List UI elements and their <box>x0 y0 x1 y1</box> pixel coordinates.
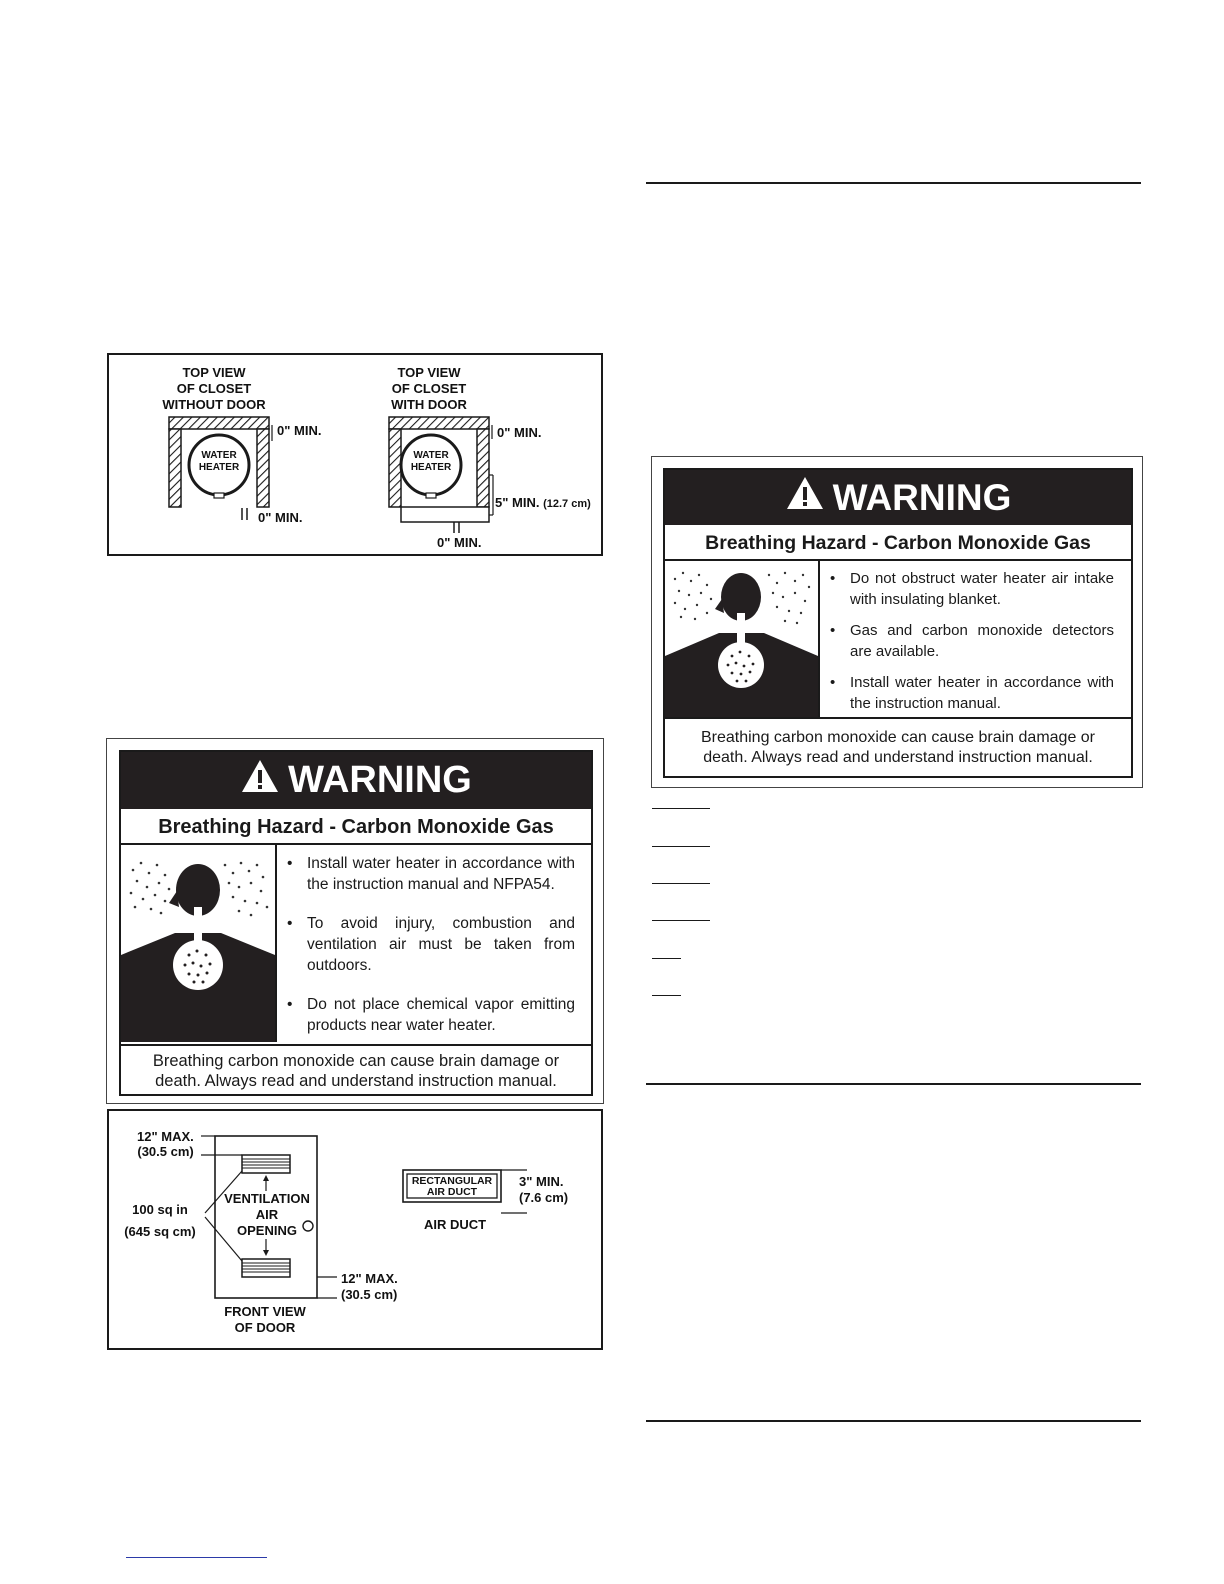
warning-right-bullet-2: • Gas and carbon monoxide detectors are available. <box>828 620 1114 662</box>
dim-top-left: 0" MIN. <box>277 423 322 438</box>
top-max-value: 12" MAX. <box>137 1129 194 1144</box>
closet-right-title: TOP VIEW OF CLOSET WITH DOOR <box>391 365 467 412</box>
dim-bottom-right: 0" MIN. <box>437 535 482 550</box>
section-rule-middle <box>646 1083 1141 1085</box>
upper-vent-louver <box>242 1155 290 1173</box>
warning-right-bullet-1: • Do not obstruct water heater air intake with insulating blanket. <box>828 568 1114 610</box>
duct-min-label <box>519 1174 568 1206</box>
warning-label-right-box <box>663 468 1133 778</box>
warning-left-header <box>121 752 591 809</box>
warning-left-pictogram <box>121 845 277 1042</box>
warning-right-pictogram <box>665 561 820 717</box>
blank-line-5 <box>652 958 681 959</box>
top-max-label <box>137 1129 194 1159</box>
warning-left-bullets <box>285 853 575 1036</box>
area-metric: (645 sq cm) <box>124 1224 196 1239</box>
section-rule-bottom <box>646 1420 1141 1422</box>
warning-triangle-icon <box>785 475 825 520</box>
warning-left-subheader: Breathing Hazard - Carbon Monoxide Gas <box>121 811 591 845</box>
warning-right-bullets <box>828 568 1114 714</box>
duct-caption: AIR DUCT <box>423 1217 487 1232</box>
warning-right-footer: Breathing carbon monoxide can cause brain damage or death. Always read and understand instruction manual. <box>665 717 1131 776</box>
warning-left-bullet-1: • Install water heater in accordance with the instruction manual and NFPA54. <box>285 853 575 895</box>
area-value: 100 sq in <box>132 1202 188 1217</box>
bottom-max-label <box>341 1271 398 1303</box>
door-caption: FRONT VIEW OF DOOR <box>224 1304 306 1335</box>
warning-left-bullet-2: • To avoid injury, combustion and ventilation air must be taken from outdoors. <box>285 913 575 976</box>
closet-clearance-figure <box>107 353 603 556</box>
dim-top-right: 0" MIN. <box>497 425 542 440</box>
warning-right-subheader: Breathing Hazard - Carbon Monoxide Gas <box>665 527 1131 561</box>
warning-left-header-text: WARNING <box>288 759 472 801</box>
warning-right-header <box>665 470 1131 525</box>
warning-label-right <box>651 456 1143 788</box>
warning-right-bullet-3: • Install water heater in accordance with the instruction manual. <box>828 672 1114 714</box>
closet-with-door <box>389 417 493 533</box>
closet-diagram <box>109 355 601 554</box>
ventilation-opening-figure <box>107 1109 603 1350</box>
breathing-hazard-icon <box>665 561 818 717</box>
dim-side-right-metric: (12.7 cm) <box>543 498 591 510</box>
blank-line-4 <box>652 920 710 921</box>
dim-side-right-value: 5" MIN. <box>495 495 540 510</box>
blank-line-2 <box>652 846 710 847</box>
blank-line-6 <box>652 995 681 996</box>
closet-left-title: TOP VIEW OF CLOSET WITHOUT DOOR <box>162 365 266 412</box>
duct-min-metric: (7.6 cm) <box>519 1190 569 1205</box>
duct-min-value: 3" MIN. <box>519 1174 564 1189</box>
top-max-metric: (30.5 cm) <box>137 1144 194 1159</box>
warning-right-header-text: WARNING <box>832 476 1012 518</box>
water-heater-label-right: WATER HEATER <box>410 450 452 473</box>
bottom-max-value: 12" MAX. <box>341 1271 398 1286</box>
blank-line-1 <box>652 808 710 809</box>
ventilation-opening-label: VENTILATION AIR OPENING <box>224 1191 310 1238</box>
duct-label: RECTANGULAR AIR DUCT <box>411 1175 493 1198</box>
footer-link-underline[interactable] <box>126 1557 267 1558</box>
area-label <box>119 1199 201 1243</box>
breathing-hazard-icon <box>121 845 275 1042</box>
bottom-max-metric: (30.5 cm) <box>341 1287 398 1302</box>
blank-line-3 <box>652 883 710 884</box>
warning-left-footer: Breathing carbon monoxide can cause brain damage or death. Always read and understand instruction manual. <box>121 1044 591 1094</box>
warning-label-left <box>106 738 604 1104</box>
section-rule-top <box>646 182 1141 184</box>
water-heater-label-left: WATER HEATER <box>198 450 240 473</box>
lower-vent-louver <box>242 1259 290 1277</box>
warning-left-bullet-3: • Do not place chemical vapor emitting products near water heater. <box>285 994 575 1036</box>
warning-triangle-icon <box>240 758 280 804</box>
dim-side-right <box>495 495 591 510</box>
warning-label-left-box <box>119 750 593 1096</box>
dim-bottom-left: 0" MIN. <box>258 510 303 525</box>
